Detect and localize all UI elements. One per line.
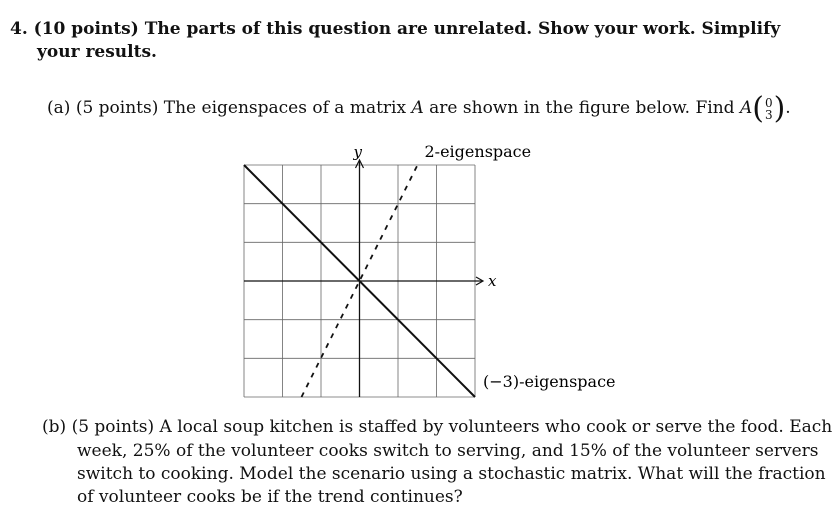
question-header-line2: your results. bbox=[37, 42, 157, 62]
eigenspace-minus3-label: (−3)-eigenspace bbox=[483, 372, 616, 391]
vector-left-paren: ( bbox=[752, 91, 764, 126]
matrix-a: A bbox=[411, 98, 424, 118]
question-intro: The parts of this question are unrelated. Show your work. Simplify bbox=[144, 19, 781, 39]
x-axis-label: x bbox=[488, 272, 497, 290]
part-b-line3: switch to cooking. Model the scenario using a stochastic matrix. What will the fraction bbox=[77, 464, 826, 484]
part-a-points: (5 points) bbox=[75, 98, 159, 118]
y-axis-label: y bbox=[353, 143, 362, 161]
eigenspace-2-label: 2-eigenspace bbox=[424, 142, 532, 161]
part-a-label: (a) bbox=[47, 98, 71, 118]
vector-bottom-entry: 3 bbox=[764, 107, 773, 122]
vector-right-paren: ) bbox=[773, 91, 786, 126]
part-b-line1 bbox=[42, 417, 832, 437]
part-b-text1: A local soup kitchen is staffed by volunteers who cook or serve the food. Each bbox=[159, 417, 833, 437]
part-b-points: (5 points) bbox=[71, 417, 155, 437]
part-b-line2: week, 25% of the volunteer cooks switch to serving, and 15% of the volunteer servers bbox=[77, 441, 819, 461]
matrix-a-2: A bbox=[739, 98, 753, 118]
part-a-text1: The eigenspaces of a matrix bbox=[163, 98, 407, 118]
question-number: 4. bbox=[10, 19, 28, 39]
vector-top-entry: 0 bbox=[764, 95, 773, 110]
part-b-label: (b) bbox=[42, 417, 67, 437]
part-a-text2: are shown in the figure below. Find bbox=[429, 98, 735, 118]
part-a-end: . bbox=[785, 98, 791, 118]
part-b-line4: of volunteer cooks be if the trend continues? bbox=[77, 487, 463, 507]
question-points: (10 points) bbox=[33, 19, 139, 39]
